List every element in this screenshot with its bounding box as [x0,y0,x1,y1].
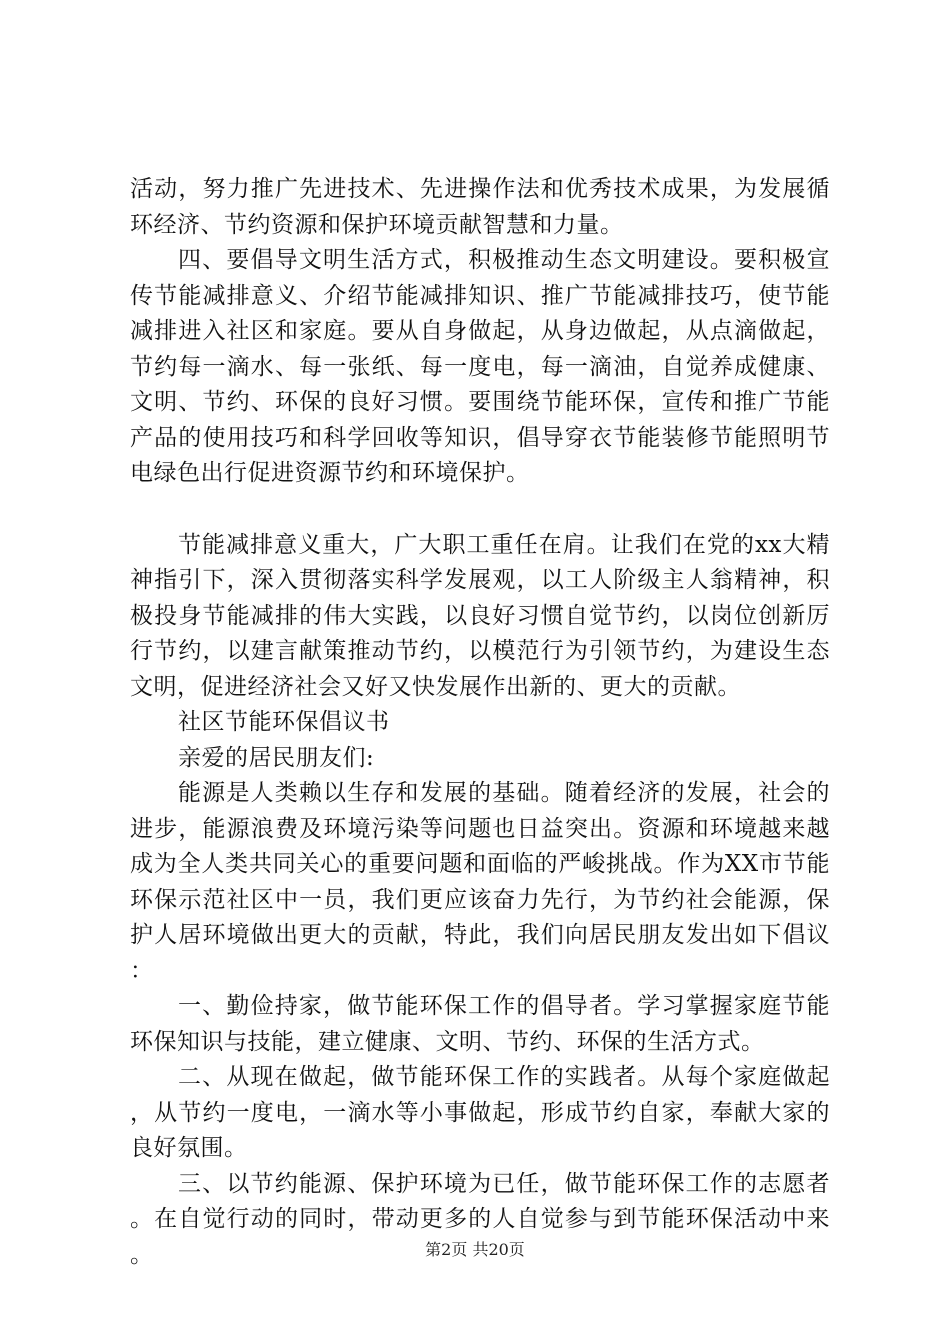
paragraph-point-four: 四、要倡导文明生活方式，积极推动生态文明建设。要积极宣传节能减排意义、介绍节能减排知识、推广节能减排技巧，使节能减排进入社区和家庭。要从自身做起，从身边做起，从点滴做起，节约每一滴水、每一张纸、每一度电，每一滴油，自觉养成健康、文明、节约、环保的良好习惯。要围绕节能环保，宣传和推广节能产品的使用技巧和科学回收等知识，倡导穿衣节能装修节能照明节电绿色出行促进资源节约和环境保护。 [130,247,830,486]
paragraph-intro: 能源是人类赖以生存和发展的基础。随着经济的发展，社会的进步，能源浪费及环境污染等问题也日益突出。资源和环境越来越成为全人类共同关心的重要问题和面临的严峻挑战。作为XX市节能环保示范社区中一员，我们更应该奋力先行，为节约社会能源，保护人居环境做出更大的贡献，特此，我们向居民朋友发出如下倡议： [130,780,830,984]
page-number-footer: 第2页 共20页 [425,1240,525,1259]
paragraph-closing: 节能减排意义重大，广大职工重任在肩。让我们在党的xx大精神指引下，深入贯彻落实科学发展观，以工人阶级主人翁精神，积极投身节能减排的伟大实践，以良好习惯自觉节约，以岗位创新厉行节约，以建言献策推动节约，以模范行为引领节约，为建设生态文明，促进经济社会又好又快发展作出新的、更大的贡献。 [130,531,830,700]
paragraph-point-one: 一、勤俭持家，做节能环保工作的倡导者。学习掌握家庭节能环保知识与技能，建立健康、文明、节约、环保的生活方式。 [130,993,830,1055]
section-title: 社区节能环保倡议书 [178,709,390,735]
salutation: 亲爱的居民朋友们: [178,744,375,771]
document-body [130,172,830,1273]
paragraph-point-two: 二、从现在做起，做节能环保工作的实践者。从每个家庭做起，从节约一度电，一滴水等小事做起，形成节约自家，奉献大家的良好氛围。 [130,1064,830,1161]
paragraph-continuation: 活动，努力推广先进技术、先进操作法和优秀技术成果，为发展循环经济、节约资源和保护环境贡献智慧和力量。 [130,176,830,238]
paragraph-point-three: 三、以节约能源、保护环境为已任，做节能环保工作的志愿者。在自觉行动的同时，带动更多的人自觉参与到节能环保活动中来。 [130,1170,830,1268]
